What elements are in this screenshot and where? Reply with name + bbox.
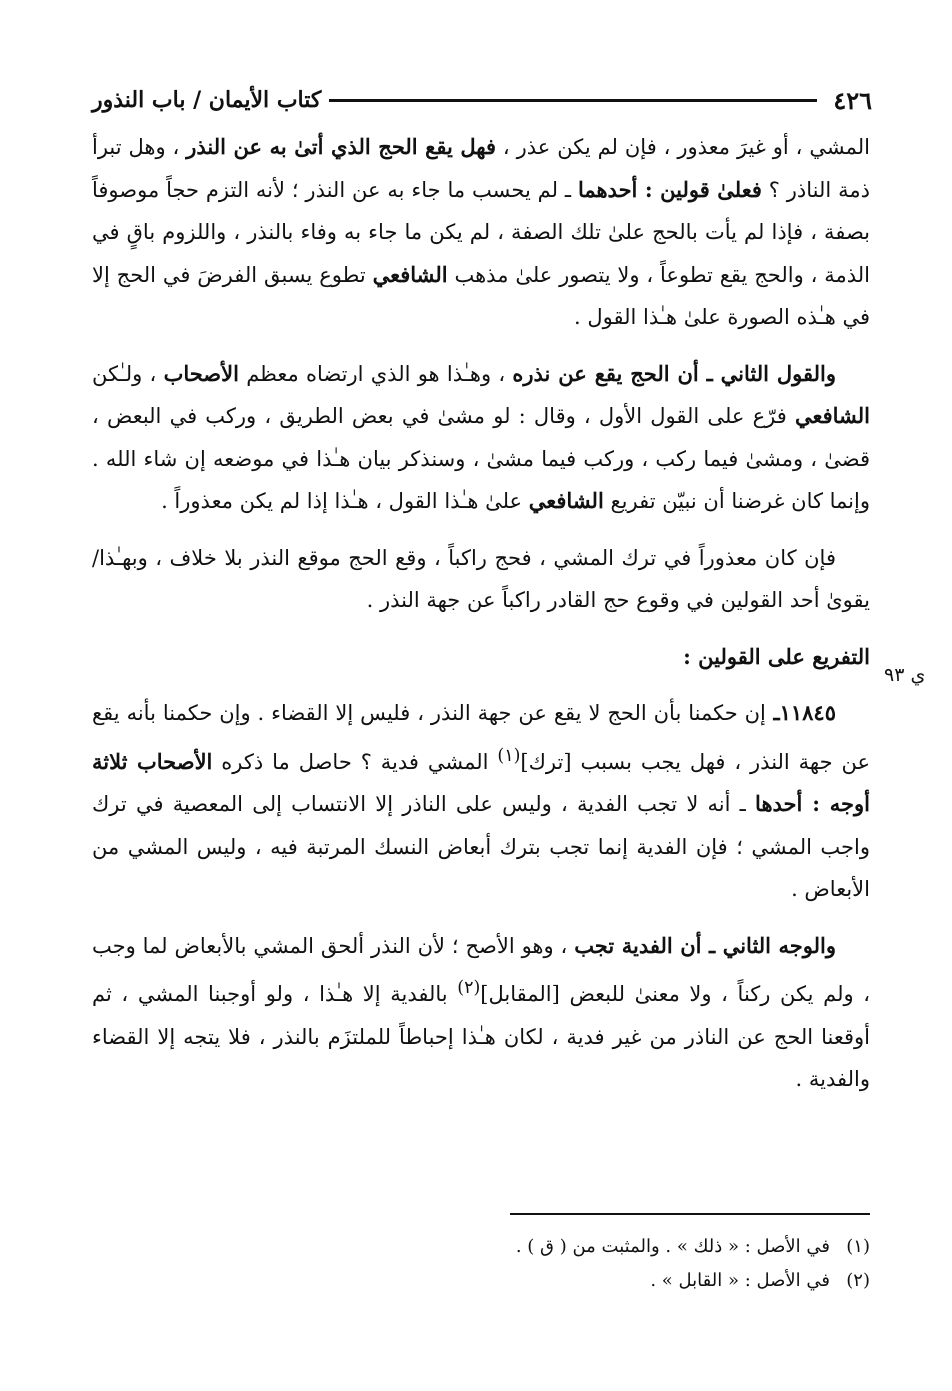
bold-span: والقول الثاني ـ أن الحج يقع عن نذره: [512, 360, 836, 386]
bold-span: والوجه الثاني ـ أن الفدية تجب: [574, 932, 836, 958]
footnote-1: [300, 1230, 870, 1264]
text-span: ، وهل تبرأ ذمة الناذر ؟: [92, 135, 870, 202]
header-rule: [329, 99, 817, 102]
page-number: ٤٢٦: [833, 85, 872, 115]
paragraph-4: [92, 692, 870, 911]
issue-number: ١١٨٤٥ـ: [765, 700, 836, 725]
footnotes: [300, 1230, 870, 1298]
text-span: ـ لم يحسب ما جاء به عن النذر ؛ لأنه التزم حجاً موصوفاً بصفة ، فإذا لم يأت بالحج علىٰ تلك الصفة ، لم يكن ما جاء به وفاء بالنذر ، واللزوم باقٍ في الذمة ، والحج يقع تطوعاً ، ولا يتصور علىٰ مذهب: [92, 177, 870, 287]
bold-span: فهل يقع الحج الذي أتىٰ به عن النذر: [186, 134, 496, 159]
text-span: فإن كان معذوراً في ترك المشي ، فحج راكباً ، وقع الحج موقع النذر بلا خلاف ، وبهـٰذا/ يقوىٰ أحد القولين في وقوع حج القادر راكباً عن جهة النذر .: [92, 545, 870, 612]
text-span: ـ أنه لا تجب الفدية ، وليس على الناذر إلا الانتساب إلى المعصية في ترك واجب المشي ؛ فإن الفدية إنما تجب بترك أبعاض النسك المرتبة فيه ، وليس المشي من الأبعاض .: [92, 792, 870, 901]
bold-span: الأصحاب ثلاثة أوجه : أحدها: [92, 748, 871, 816]
footnote-number: (٢): [846, 1270, 870, 1291]
bold-span: الشافعي: [794, 403, 870, 428]
paragraph-1: [92, 126, 870, 339]
paragraph-2: [92, 353, 870, 523]
bold-span: الأصحاب: [163, 360, 239, 386]
paragraph-5: [92, 925, 870, 1101]
running-title: كتاب الأيمان / باب النذور: [92, 87, 322, 113]
text-span: فرّع على القول الأول ، وقال : لو مشىٰ في بعض الطريق ، وركب في البعض ، قضىٰ ، ومشىٰ فيما ركب ، وركب فيما مشىٰ ، وسنذكر بيان هـٰذا في موضعه إن شاء الله . وإنما كان غرضنا أن نبيّن تفريع: [92, 404, 870, 513]
text-span: إن حكمنا بأن الحج لا يقع عن جهة النذر ، فليس إلا القضاء . وإن حكمنا بأنه يقع عن جهة النذر ، فهل يجب بسبب [ترك]: [92, 701, 871, 774]
footnote-text: في الأصل : « ذلك » . والمثبت من ( ق ) .: [515, 1236, 830, 1257]
section-heading: التفريع على القولين :: [683, 643, 870, 669]
text-span: بالفدية إلا هـٰذا ، ولو أوجبنا المشي ، ثم أوقعنا الحج عن الناذر من غير فدية ، لكان هـٰذا إحباطاً للملتزَم بالنذر ، فلا يتجه إلا القضاء والفدية .: [92, 982, 870, 1091]
bold-span: الشافعي: [528, 488, 604, 513]
bold-span: فعلىٰ قولين : أحدهما: [577, 176, 762, 202]
running-header: [92, 80, 872, 120]
text-span: تطوع يسبق الفرضَ في الحج إلا في هـٰذه الصورة علىٰ هـٰذا القول .: [92, 262, 870, 329]
paragraph-3: [92, 537, 870, 622]
text-span: ، ولـٰكن: [92, 361, 164, 386]
text-span: علىٰ هـٰذا القول ، هـٰذا إذا لم يكن معذوراً .: [161, 489, 529, 513]
text-span: ، وهو الأصح ؛ لأن النذر ألحق المشي بالأبعاض لما وجب ، ولم يكن ركناً ، ولا معنىٰ للبعض [المقابل]: [92, 933, 870, 1006]
text-span: ، وهـٰذا هو الذي ارتضاه معظم: [238, 361, 513, 386]
footnote-2: [300, 1264, 870, 1298]
footnote-ref: (١): [497, 745, 521, 766]
text-span: المشي فدية ؟ حاصل ما ذكره: [212, 749, 498, 774]
footnote-separator: [510, 1213, 870, 1215]
footnote-ref: (٢): [457, 978, 481, 998]
margin-page-ref: ي ٩٣: [884, 664, 926, 686]
footnote-text: في الأصل : « القابل » .: [650, 1270, 830, 1291]
main-text: [92, 126, 870, 1115]
text-span: المشي ، أو غيرَ معذور ، فإن لم يكن عذر ،: [496, 135, 870, 159]
bold-span: الشافعي: [372, 261, 448, 287]
footnote-number: (١): [846, 1236, 870, 1257]
